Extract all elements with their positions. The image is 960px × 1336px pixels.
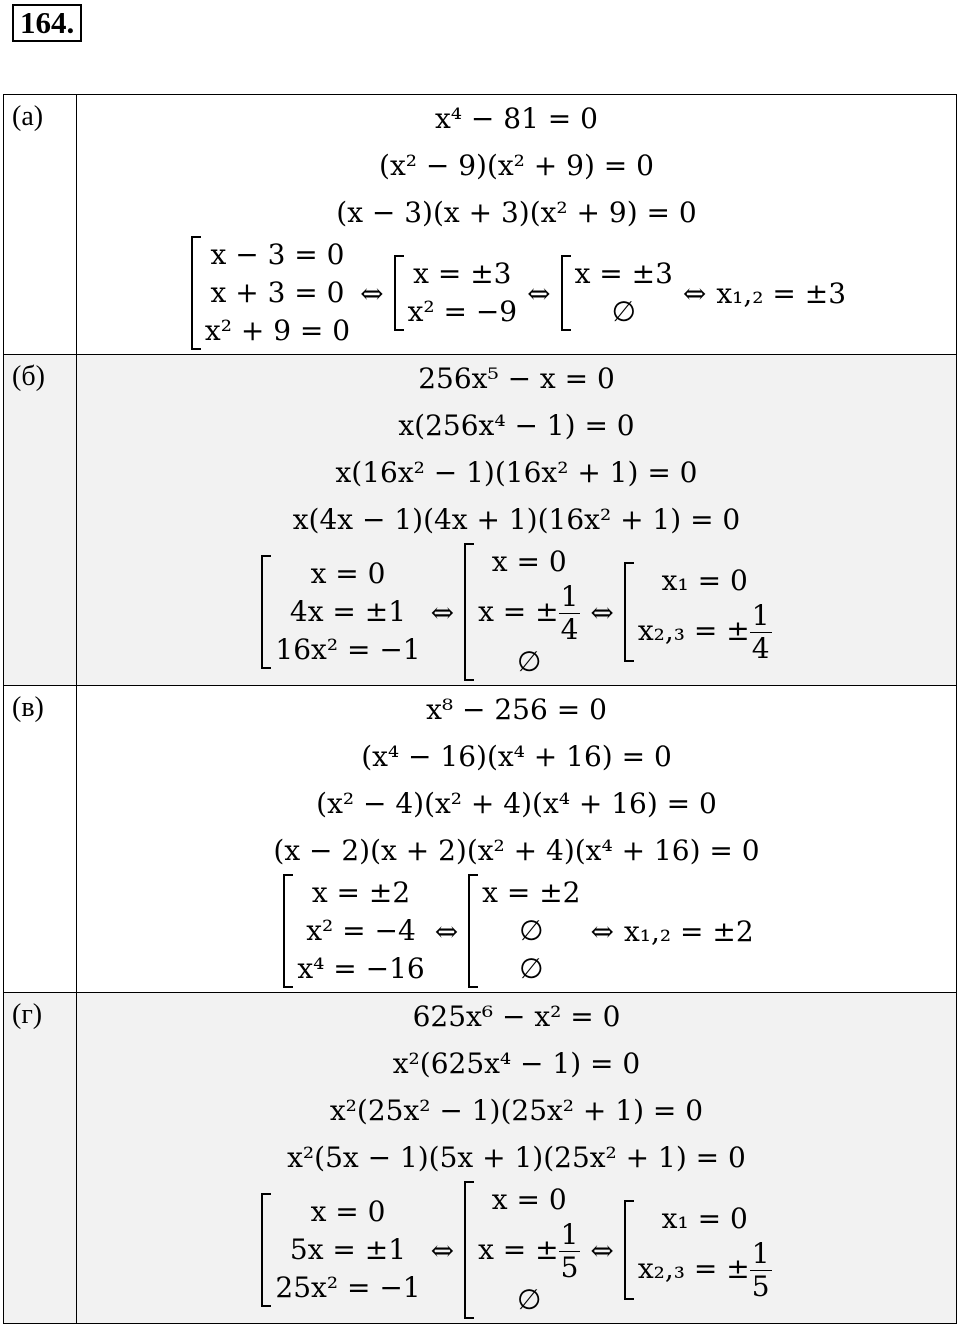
part-content (77, 993, 957, 1324)
fraction (559, 1218, 581, 1284)
problem-number: 164. (12, 4, 82, 42)
equation-line: (x² − 9)(x² + 9) = 0 (379, 149, 654, 182)
result: x₁,₂ = ±3 (716, 276, 847, 310)
system-line: x = 0 (491, 545, 567, 578)
system-line: 5x = ±1 (289, 1233, 407, 1266)
part-content (77, 686, 957, 993)
bracket (191, 236, 201, 350)
equation-line: x(16x² − 1)(16x² + 1) = 0 (335, 456, 698, 489)
fraction-numerator: 1 (560, 1218, 579, 1251)
fraction-denominator: 5 (560, 1251, 579, 1284)
equivalence-arrow: ⇔ (590, 914, 614, 948)
system-line-text: x₂,₃ = ± (637, 1252, 750, 1285)
part-row-a (4, 95, 957, 355)
bracket (464, 543, 474, 681)
equation-line: (x⁴ − 16)(x⁴ + 16) = 0 (361, 740, 672, 773)
equation-system (464, 543, 580, 681)
system-line: x = ±3 (413, 257, 512, 290)
part-label-cell (4, 686, 77, 993)
part-label-cell (4, 95, 77, 355)
system-line: x + 3 = 0 (210, 276, 345, 309)
bracket (561, 255, 571, 331)
fraction-denominator: 4 (560, 613, 579, 646)
fraction-numerator: 1 (751, 1237, 770, 1270)
system-line: x = ±2 (311, 876, 411, 909)
part-row-g (4, 993, 957, 1324)
equation-line: 625x⁶ − x² = 0 (412, 1000, 621, 1033)
equation-line: x⁴ − 81 = 0 (435, 102, 598, 135)
system-line: 25x² = −1 (275, 1271, 421, 1304)
system-line (637, 599, 772, 665)
equivalence-arrow: ⇔ (682, 276, 707, 310)
bracket (394, 255, 404, 331)
equivalence-arrow: ⇔ (590, 1233, 614, 1267)
equation-line: x(4x − 1)(4x + 1)(16x² + 1) = 0 (292, 503, 741, 536)
fraction (750, 1237, 772, 1303)
part-content (77, 95, 957, 355)
system-line: x = 0 (491, 1183, 567, 1216)
fraction-denominator: 5 (751, 1270, 770, 1303)
system-line: x₁ = 0 (661, 1202, 748, 1235)
equation-line: x²(25x² − 1)(25x² + 1) = 0 (329, 1094, 704, 1127)
equation-system (468, 874, 580, 988)
fraction-numerator: 1 (751, 599, 770, 632)
system-row (77, 543, 956, 685)
system-line: x⁴ = −16 (297, 952, 425, 985)
system-line: ∅ (517, 645, 542, 678)
equation-system (261, 555, 420, 669)
fraction (750, 599, 772, 665)
equivalence-arrow: ⇔ (590, 595, 614, 629)
part-label-cell (4, 355, 77, 686)
system-line: 4x = ±1 (289, 595, 407, 628)
system-line: ∅ (519, 914, 544, 947)
equation-system (394, 255, 518, 331)
equation-system (624, 562, 772, 665)
equivalence-arrow: ⇔ (360, 276, 384, 310)
part-label-cell (4, 993, 77, 1324)
part-label: (в) (12, 692, 44, 723)
system-row (77, 236, 956, 354)
system-line: ∅ (517, 1283, 542, 1316)
system-line: ∅ (611, 295, 636, 328)
system-row (77, 874, 956, 992)
system-line: ∅ (519, 952, 544, 985)
system-line (637, 1237, 772, 1303)
equation-line: x²(5x − 1)(5x + 1)(25x² + 1) = 0 (287, 1141, 746, 1174)
equation-system (561, 255, 673, 331)
fraction (559, 580, 581, 646)
system-line: x² = −4 (306, 914, 416, 947)
equation-line: (x² − 4)(x² + 4)(x⁴ + 16) = 0 (316, 787, 717, 820)
system-line: x₁ = 0 (661, 564, 748, 597)
equation-line: x⁸ − 256 = 0 (426, 693, 607, 726)
equation-line: x²(625x⁴ − 1) = 0 (392, 1047, 641, 1080)
equation-line: (x − 2)(x + 2)(x² + 4)(x⁴ + 16) = 0 (273, 834, 760, 867)
system-row (77, 1181, 956, 1323)
equation-system (283, 874, 424, 988)
equivalence-arrow: ⇔ (430, 1233, 455, 1267)
equivalence-arrow: ⇔ (434, 914, 459, 948)
system-line: x² + 9 = 0 (204, 314, 351, 347)
bracket (624, 1200, 634, 1300)
fraction-denominator: 4 (751, 632, 770, 665)
system-line: x² = −9 (407, 295, 518, 328)
equation-system (464, 1181, 580, 1319)
bracket (468, 874, 478, 988)
solutions-table (3, 94, 957, 1324)
system-line: x = ±2 (482, 876, 581, 909)
part-content (77, 355, 957, 686)
system-line-text: x = ± (478, 1233, 559, 1266)
system-line (478, 1218, 580, 1284)
equation-system (624, 1200, 772, 1303)
equation-line: 256x⁵ − x = 0 (418, 362, 615, 395)
system-line-text: x₂,₃ = ± (637, 614, 750, 647)
part-label: (б) (12, 361, 45, 392)
part-row-b (4, 355, 957, 686)
part-label: (а) (12, 101, 44, 132)
system-line: x − 3 = 0 (210, 238, 345, 271)
system-line: x = 0 (310, 557, 386, 590)
bracket (624, 562, 634, 662)
equation-system (261, 1193, 420, 1307)
system-line-text: x = ± (478, 595, 559, 628)
fraction-numerator: 1 (560, 580, 579, 613)
part-label: (г) (12, 999, 43, 1030)
part-row-v (4, 686, 957, 993)
equivalence-arrow: ⇔ (527, 276, 551, 310)
system-line (478, 580, 580, 646)
equation-system (191, 236, 350, 350)
equation-line: x(256x⁴ − 1) = 0 (398, 409, 635, 442)
system-line: x = 0 (310, 1195, 386, 1228)
bracket (261, 1193, 271, 1307)
equivalence-arrow: ⇔ (430, 595, 455, 629)
result: x₁,₂ = ±2 (623, 914, 754, 948)
bracket (283, 874, 293, 988)
system-line: 16x² = −1 (275, 633, 421, 666)
system-line: x = ±3 (574, 257, 673, 290)
equation-line: (x − 3)(x + 3)(x² + 9) = 0 (336, 196, 697, 229)
bracket (464, 1181, 474, 1319)
bracket (261, 555, 271, 669)
